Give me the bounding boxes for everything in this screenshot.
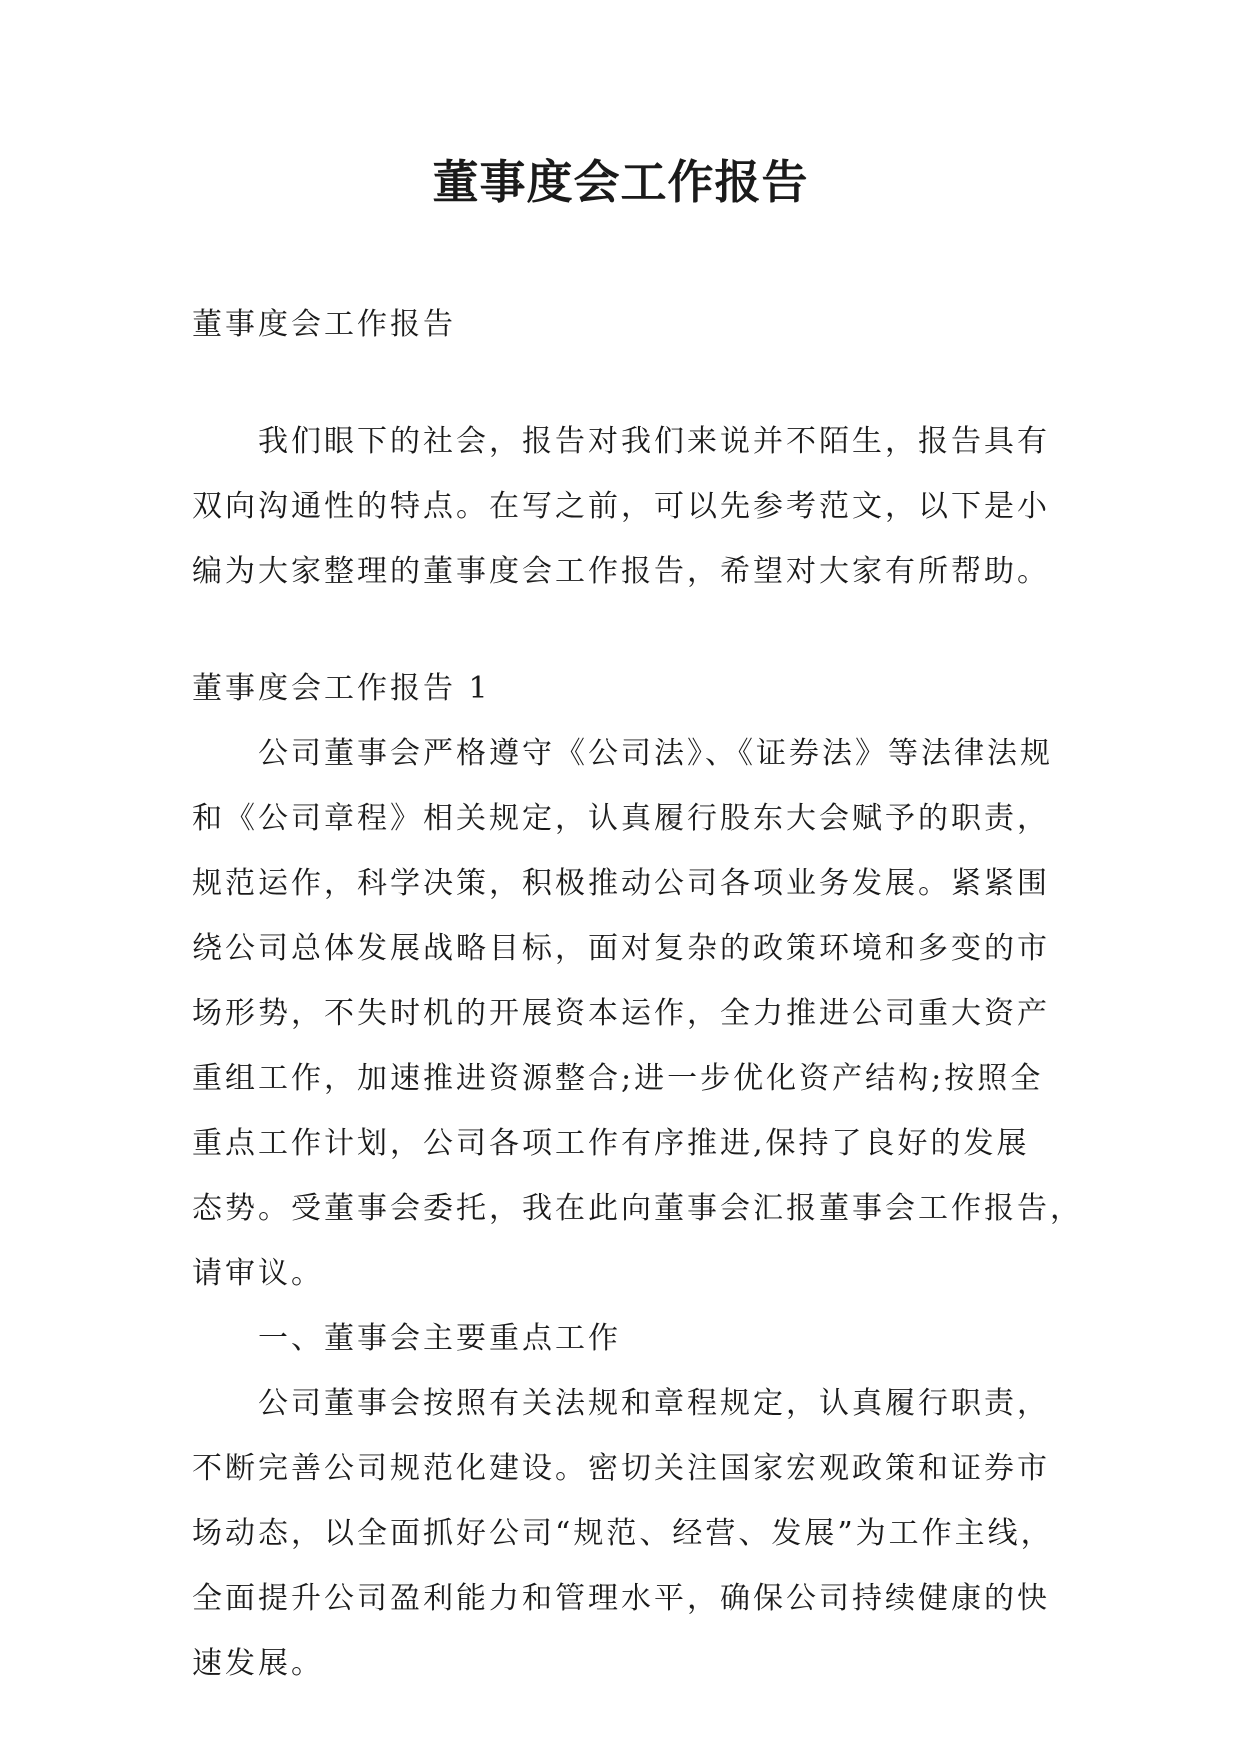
document-title: 董事度会工作报告 [432, 155, 809, 209]
paragraph-line: 规范运作，科学决策，积极推动公司各项业务发展。紧紧围 [192, 866, 1050, 901]
intro-line: 编为大家整理的董事度会工作报告，希望对大家有所帮助。 [192, 554, 1050, 589]
paragraph-line: 绕公司总体发展战略目标，面对复杂的政策环境和多变的市 [192, 931, 1050, 966]
paragraph-line: 和《公司章程》相关规定，认真履行股东大会赋予的职责， [192, 801, 1050, 836]
subsection-heading: 一、董事会主要重点工作 [192, 1321, 621, 1356]
document-subtitle: 董事度会工作报告 [192, 307, 456, 342]
paragraph-line: 公司董事会按照有关法规和章程规定，认真履行职责， [192, 1386, 1050, 1421]
paragraph-line: 场动态，以全面抓好公司“规范、经营、发展”为工作主线， [192, 1516, 1054, 1551]
paragraph-line: 公司董事会严格遵守《公司法》、《证券法》等法律法规 [192, 736, 1053, 771]
intro-paragraph [192, 409, 1072, 604]
paragraph-line: 重组工作，加速推进资源整合;进一步优化资产结构;按照全 [192, 1061, 1044, 1096]
paragraph-line: 不断完善公司规范化建设。密切关注国家宏观政策和证券市 [192, 1451, 1050, 1486]
paragraph-line: 场形势，不失时机的开展资本运作，全力推进公司重大资产 [192, 996, 1050, 1031]
paragraph-line: 请审议。 [192, 1256, 324, 1291]
intro-line: 双向沟通性的特点。在写之前，可以先参考范文，以下是小 [192, 489, 1050, 524]
document-body [192, 292, 1083, 1696]
section-heading: 董事度会工作报告 1 [192, 671, 491, 706]
section1-paragraph-2 [192, 1371, 1072, 1696]
paragraph-line: 全面提升公司盈利能力和管理水平，确保公司持续健康的快 [192, 1581, 1050, 1616]
intro-line: 我们眼下的社会，报告对我们来说并不陌生，报告具有 [192, 424, 1050, 459]
paragraph-line: 重点工作计划，公司各项工作有序推进,保持了良好的发展 [192, 1126, 1030, 1161]
paragraph-line: 速发展。 [192, 1646, 324, 1681]
paragraph-line: 态势。受董事会委托，我在此向董事会汇报董事会工作报告， [192, 1191, 1083, 1226]
section1-paragraph [192, 721, 1083, 1306]
